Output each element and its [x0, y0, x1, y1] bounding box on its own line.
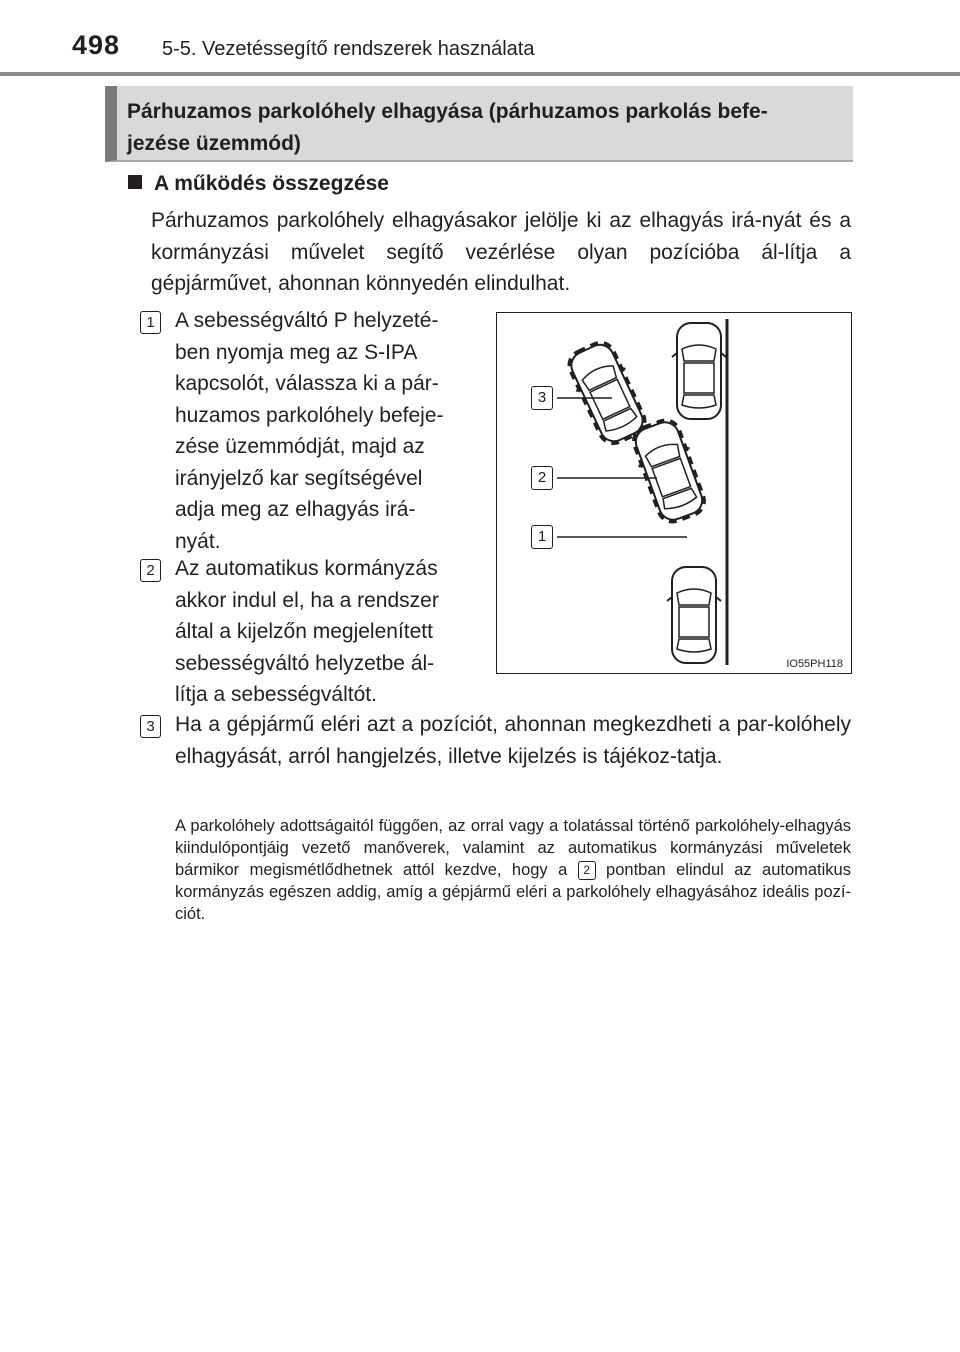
note-paragraph	[175, 815, 851, 925]
step-2-line: Az automatikus kormányzás	[175, 557, 438, 580]
note-text-after: pontban elindul az automatikus kormányzás egészen addig, amíg a gépjármű eléri a parkolóhely elhagyásához ideális pozí-ciót.	[175, 861, 851, 923]
step-2-line: által a kijelzőn megjelenített	[175, 620, 433, 643]
subheading-text: A működés összegzése	[154, 172, 389, 195]
square-bullet-icon	[128, 175, 142, 189]
step-2-badge: 2	[140, 559, 161, 582]
step-1-line: kapcsolót, válassza ki a pár-	[175, 372, 439, 395]
section-title-box	[105, 86, 853, 162]
step-2-line: lítja a sebességváltót.	[175, 683, 377, 706]
parking-diagram	[497, 313, 850, 672]
page-number: 498	[72, 30, 121, 60]
step-1-badge: 1	[140, 311, 161, 334]
step-1-text	[175, 305, 480, 557]
step-3-badge: 3	[140, 715, 161, 738]
step-2-line: sebességváltó helyzetbe ál-	[175, 651, 435, 675]
car-position-2	[627, 415, 712, 527]
step-2-text	[175, 553, 480, 711]
parking-exit-figure	[496, 312, 852, 674]
step-1-line: A sebességváltó P helyzeté-	[175, 309, 439, 332]
figure-callout-3: 3	[531, 386, 553, 410]
figure-callout-1: 1	[531, 525, 553, 549]
note-step-ref-badge: 2	[578, 861, 596, 880]
step-1-line: zése üzemmódját, majd az	[175, 435, 425, 458]
step-1-line: irányjelző kar segítségével	[175, 466, 423, 490]
step-1-line: adja meg az elhagyás irá-	[175, 498, 416, 521]
step-1-line: ben nyomja meg az S-IPA	[175, 340, 418, 364]
step-2-line: akkor indul el, ha a rendszer	[175, 588, 439, 612]
parked-car-front	[672, 323, 726, 419]
step-3-text: Ha a gépjármű eléri azt a pozíciót, ahonnan megkezdheti a par-kolóhely elhagyását, arról hangjelzés, illetve kijelzés is tájékoz-tatja.	[175, 713, 851, 768]
intro-paragraph: Párhuzamos parkolóhely elhagyásakor jelölje ki az elhagyás irá-nyát és a kormányzási művelet segítő vezérlése olyan pozícióba ál-lítja a gépjárművet, ahonnan könnyedén elindulhat.	[151, 209, 851, 295]
header-rule	[0, 72, 960, 76]
figure-callout-2: 2	[531, 466, 553, 490]
parked-car-rear	[667, 567, 721, 663]
section-title-line-2: jezése üzemmód)	[127, 132, 301, 155]
step-1-line: nyát.	[175, 529, 221, 553]
section-title-line-1: Párhuzamos parkolóhely elhagyása (párhuzamos parkolás befe-	[127, 100, 768, 123]
step-1-line: huzamos parkolóhely befeje-	[175, 403, 444, 427]
running-title: 5-5. Vezetéssegítő rendszerek használata	[162, 38, 535, 60]
subheading	[128, 172, 389, 196]
figure-code: IO55PH118	[786, 658, 843, 670]
note-text-before: A parkolóhely adottságaitól függően, az orral vagy a tolatással történő parkolóhely-elhagyás kiindulópontjáig vezető manőverek, valamint az automatikus kormányzási műveletek bármikor megismétlődhetnek attól kezdve, hogy a	[175, 817, 851, 879]
